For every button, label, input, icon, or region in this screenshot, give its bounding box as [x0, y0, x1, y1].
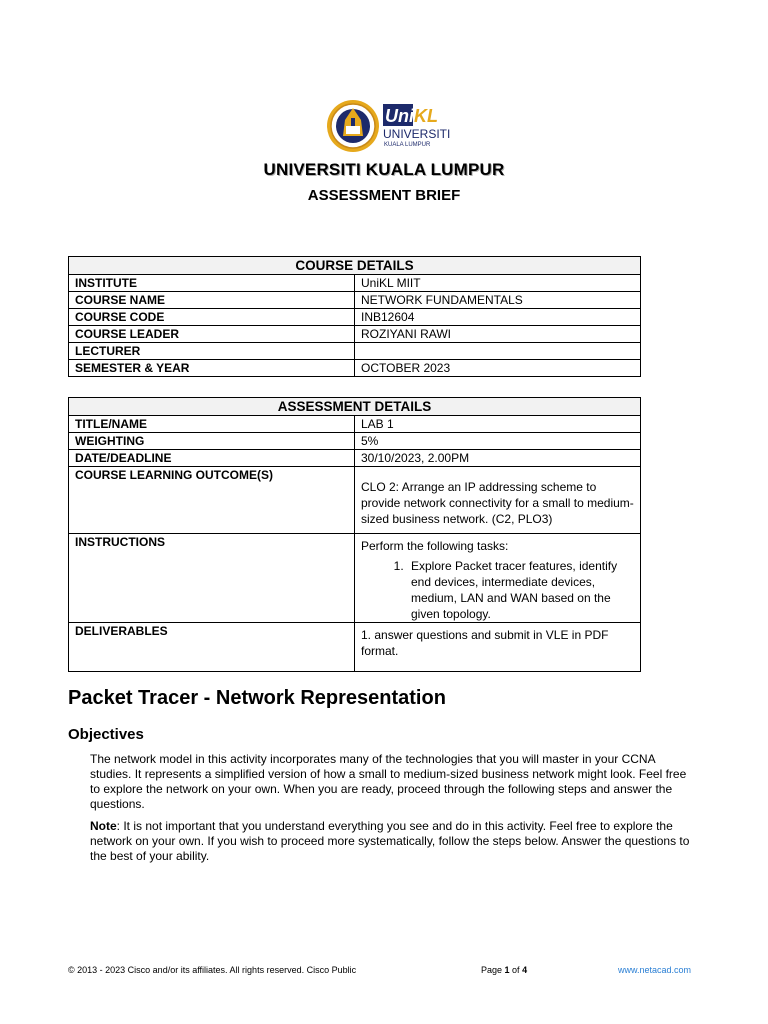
- activity-title: Packet Tracer - Network Representation: [68, 687, 446, 709]
- course-name-value: NETWORK FUNDAMENTALS: [355, 292, 641, 309]
- logo-line2-text: KUALA LUMPUR: [384, 142, 431, 148]
- clo-cell: [355, 467, 641, 534]
- title-name-value: LAB 1: [355, 416, 641, 433]
- title-name-label: TITLE/NAME: [69, 416, 355, 433]
- instructions-label: INSTRUCTIONS: [69, 534, 355, 623]
- university-crest-icon: [327, 100, 379, 152]
- course-code-value: INB12604: [355, 309, 641, 326]
- note-label: Note: [90, 819, 117, 833]
- logo-uni-text: Uni: [385, 106, 414, 126]
- semester-year-label: SEMESTER & YEAR: [69, 360, 355, 377]
- course-details-table: [68, 256, 641, 377]
- table-row: [69, 275, 641, 292]
- course-leader-label: COURSE LEADER: [69, 326, 355, 343]
- deadline-label: DATE/DEADLINE: [69, 450, 355, 467]
- table-row: [69, 343, 641, 360]
- table-row: [69, 292, 641, 309]
- weighting-label: WEIGHTING: [69, 433, 355, 450]
- table-row: [69, 360, 641, 377]
- assessment-details-table: [68, 397, 641, 672]
- deadline-value: 30/10/2023, 2.00PM: [355, 450, 641, 467]
- logo-kl-text: KL: [414, 106, 438, 126]
- note-paragraph: [90, 819, 690, 864]
- page-prefix: Page: [481, 965, 505, 975]
- semester-year-value: OCTOBER 2023: [355, 360, 641, 377]
- list-item: 1. Explore Packet tracer features, identify end devices, intermediate devices, medium, LAN and WAN based on the given topology.: [407, 558, 634, 622]
- assessment-details-heading: ASSESSMENT DETAILS: [69, 398, 641, 416]
- institute-value: UniKL MIIT: [355, 275, 641, 292]
- logo-line1-text: UNIVERSITI: [383, 127, 451, 141]
- table-row: [69, 309, 641, 326]
- course-leader-value: ROZIYANI RAWI: [355, 326, 641, 343]
- weighting-value: 5%: [355, 433, 641, 450]
- document-type-title: ASSESSMENT BRIEF: [307, 187, 461, 204]
- footer-copyright: © 2013 - 2023 Cisco and/or its affiliates. All rights reserved. Cisco Public: [68, 965, 357, 975]
- course-details-heading: COURSE DETAILS: [69, 257, 641, 275]
- table-row: [69, 623, 641, 672]
- deliverables-label: DELIVERABLES: [69, 623, 355, 672]
- footer-page-number: [481, 965, 527, 975]
- course-name-label: COURSE NAME: [69, 292, 355, 309]
- table-row: [69, 467, 641, 534]
- table-row: [69, 326, 641, 343]
- objectives-paragraph: The network model in this activity incorporates many of the technologies that you will master in your CCNA studies. It represents a simplified version of how a small to medium-sized business network might look. Feel free to explore the network on your own. When you are ready, proceed through the following steps and answer the questions.: [90, 752, 687, 811]
- lecturer-label: LECTURER: [69, 343, 355, 360]
- course-code-label: COURSE CODE: [69, 309, 355, 326]
- instructions-intro: Perform the following tasks:: [361, 539, 509, 553]
- deliverables-cell: [355, 623, 641, 672]
- table-row: [69, 416, 641, 433]
- lecturer-value: [355, 343, 641, 360]
- objectives-heading: Objectives: [68, 726, 144, 743]
- note-text: : It is not important that you understand everything you see and do in this activity. Feel free to explore the network on your own. If you wish to proceed more systematically, follow the steps below. Answer the questions to the best of your ability.: [90, 819, 690, 863]
- deliverables-value: 1. answer questions and submit in VLE in PDF format.: [361, 628, 609, 658]
- table-row: [69, 450, 641, 467]
- footer-url-link[interactable]: www.netacad.com: [618, 965, 692, 975]
- clo-label: COURSE LEARNING OUTCOME(S): [69, 467, 355, 534]
- table-row: [69, 433, 641, 450]
- page-total: 4: [522, 965, 528, 975]
- institute-label: INSTITUTE: [69, 275, 355, 292]
- page-of: of: [509, 965, 523, 975]
- page-current: 1: [504, 965, 510, 975]
- unikl-logo: [323, 96, 453, 156]
- clo-value: CLO 2: Arrange an IP addressing scheme to provide network connectivity for a small to medium-sized business network. (C2, PLO3): [361, 480, 634, 526]
- table-row: [69, 534, 641, 623]
- task-list: [361, 558, 634, 622]
- instructions-cell: [355, 534, 641, 623]
- university-title: UNIVERSITI KUALA LUMPUR: [263, 160, 505, 179]
